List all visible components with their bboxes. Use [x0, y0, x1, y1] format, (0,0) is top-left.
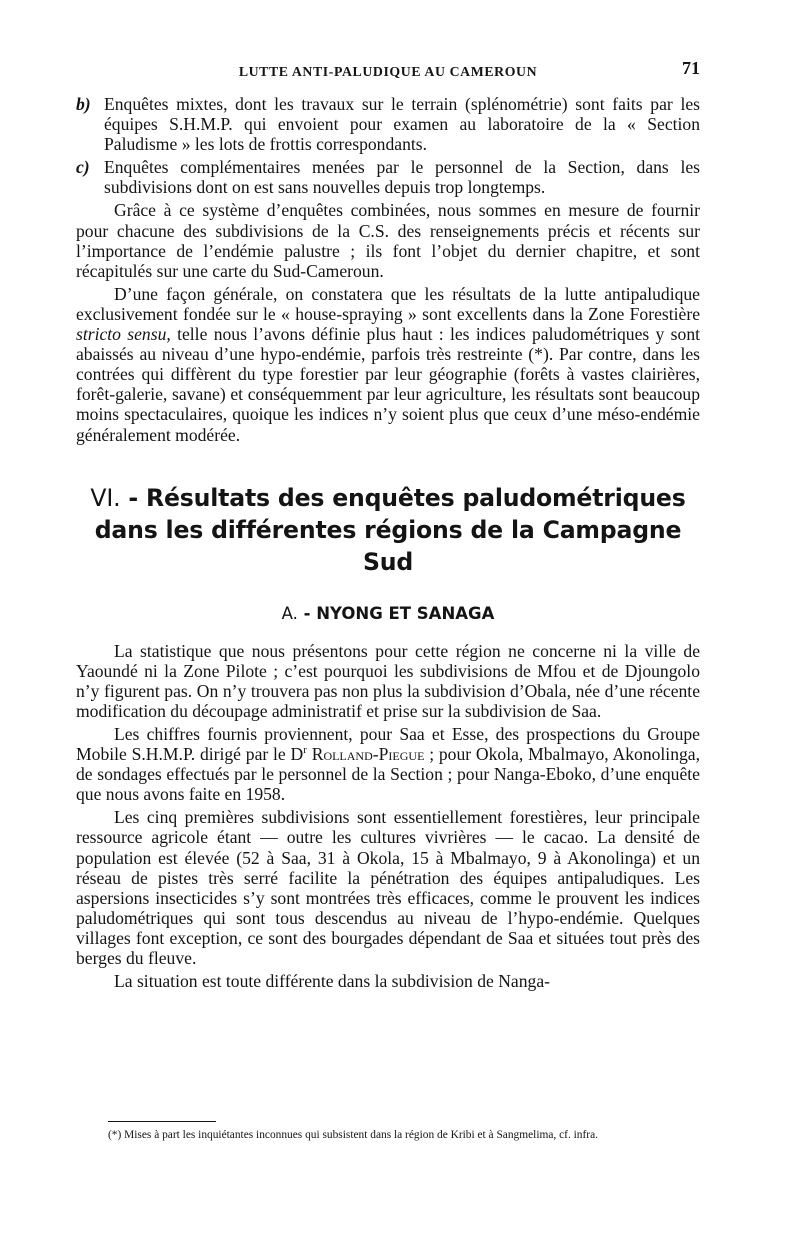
list-item-b [76, 94, 700, 154]
page-body [76, 58, 700, 991]
italic-latin-phrase: stricto sensu, [76, 324, 171, 345]
paragraph-text: telle nous l’avons définie plus haut : les indices paludométriques y sont abaissés au niveau d’une hypo-endémie, parfois très restreinte (*). Par contre, dans les contrées qui diffèrent du type forestier par leur géographie (forêts à vastes clairières, forêt-galerie, savane) et conséquemment par leur agriculture, les résultats sont beaucoup moins spectaculaires, quoique les indices n’y soient plus que ceux d’une méso-endémie généralement modérée. [76, 324, 701, 445]
paragraph-text: D’une façon générale, on constatera que les résultats de la lutte antipaludique exclusivement fondée sur le « house-spraying » sont excellents dans la Zone Forestière [76, 283, 700, 324]
subsection-letter: A. [281, 603, 298, 623]
footnote: (*) Mises à part les inquiétantes inconnues qui subsistent dans la région de Kribi et à Sangmelima, cf. infra. [108, 1129, 598, 1141]
list-item-c [76, 157, 700, 197]
subsection-heading [76, 604, 700, 624]
paragraph-forest-subdivisions: Les cinq premières subdivisions sont essentiellement forestières, leur principale ressource agricole étant — outre les cultures vivrières — le cacao. La densité de population est élevée (52 à Saa, 31 à Okola, 15 à Mbalmayo, 9 à Akonolinga) et un réseau de pistes très serré facilite la pénétration des équipes antipaludiques. Les aspersions insecticides s’y sont montrées très efficaces, comme le prouvent les indices paludométriques qui sont tous descendus au niveau de l’hypo-endémie. Quelques villages font exception, ce sont des bourgades dépendant de Saa et situées tout près des berges du fleuve. [76, 807, 700, 968]
list-item-text: Enquêtes mixtes, dont les travaux sur le terrain (splénométrie) sont faits par les équipes S.H.M.P. qui envoient pour examen au laboratoire de la « Section Paludisme » les lots de frottis correspondants. [104, 94, 700, 155]
paragraph-data-sources [76, 724, 700, 804]
section-heading [76, 482, 700, 578]
running-title: LUTTE ANTI-PALUDIQUE AU CAMEROUN [238, 64, 538, 79]
section-title-line2: dans les différentes régions de la Campagne Sud [94, 515, 682, 576]
paragraph-region-scope: La statistique que nous présentons pour cette région ne concerne ni la ville de Yaoundé ni la Zone Pilote ; c’est pourquoi les subdivisions de Mfou et de Djoungolo n’y figurent pas. On n’y trouvera pas non plus la subdivision d’Obala, née d’une récente modification du découpage administratif et prise sur la subdivision de Saa. [76, 640, 700, 721]
paragraph-general-results [76, 284, 700, 445]
paragraph-text: Les chiffres fournis proviennent, pour Saa et Esse, des prospections du Groupe Mobile S.H.M.P. dirigé par le D [76, 723, 700, 765]
list-marker: b) [76, 94, 91, 114]
paragraph-combined-surveys: Grâce à ce système d’enquêtes combinées, nous sommes en mesure de fournir pour chacune des subdivisions de la C.S. des renseignements précis et récents sur l’importance de l’endémie palustre ; ils font l’objet du dernier chapitre, et sont récapitulés sur une carte du Sud-Cameroun. [76, 200, 700, 281]
running-header [76, 58, 700, 84]
title-superscript: r [303, 744, 307, 757]
paragraph-nanga-eboko: La situation est toute différente dans la subdivision de Nanga- [114, 971, 550, 992]
subsection-title: - NYONG ET SANAGA [297, 603, 495, 623]
section-title-line1: - Résultats des enquêtes paludométriques [120, 483, 686, 512]
list-marker: c) [76, 157, 90, 178]
section-numeral: VI. [90, 483, 121, 512]
footnote-rule [108, 1121, 216, 1122]
person-name: Rolland-Piegue [311, 744, 425, 765]
page-number: 71 [682, 58, 700, 78]
list-item-text: Enquêtes complémentaires menées par le personnel de la Section, dans les subdivisions dont on est sans nouvelles depuis trop longtemps. [104, 157, 700, 198]
paragraph-text: ; pour Okola, Mbalmayo, Akonolinga, de sondages effectués par le personnel de la Section ; pour Nanga-Eboko, d’une enquête que nous avons faite en 1958. [76, 744, 700, 805]
